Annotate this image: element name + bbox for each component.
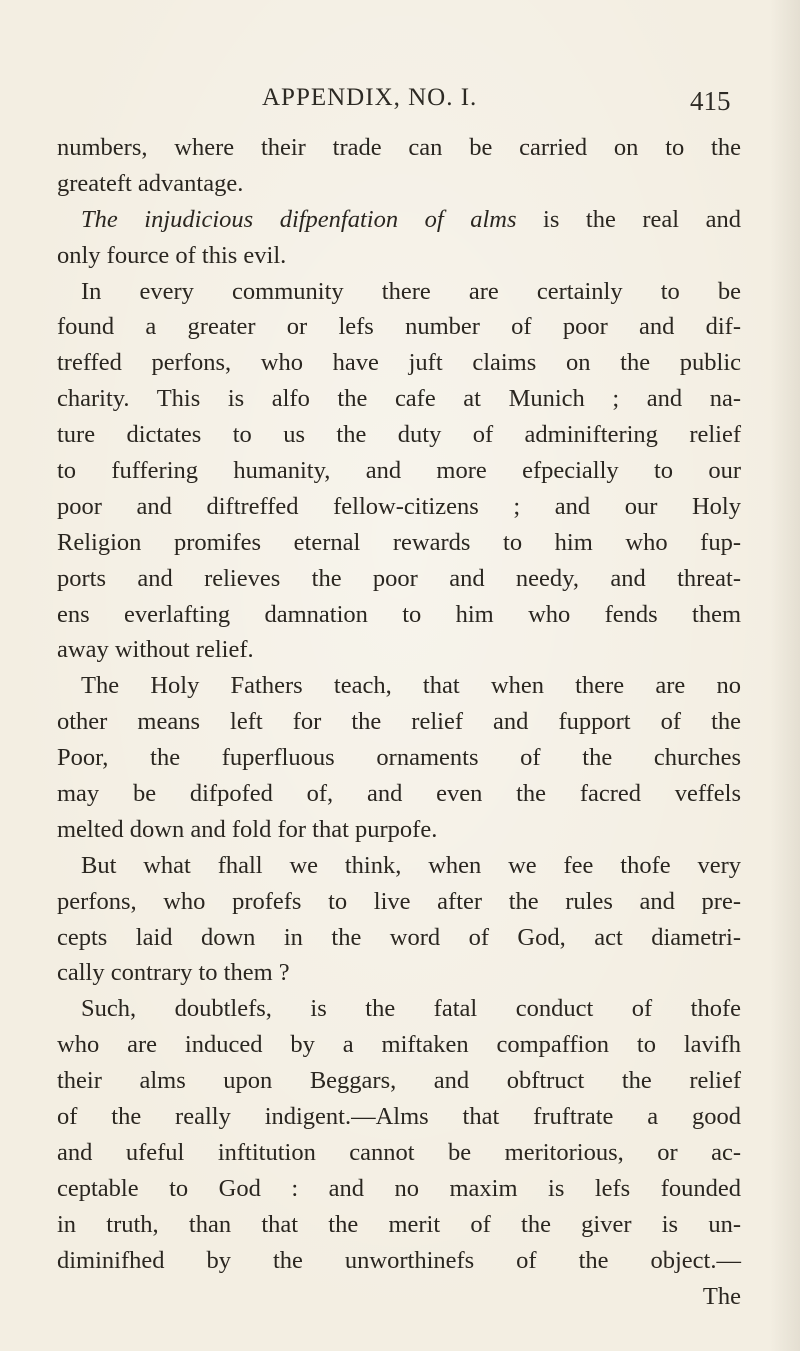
text-line: and ufeful inftitution cannot be meritorious, or ac- [57,1138,741,1166]
text-line: The Holy Fathers teach, that when there are no [81,672,741,700]
text-line: found a greater or lefs number of poor and dif- [57,313,741,341]
text-line: who are induced by a miftaken compaffion to lavifh [57,1031,741,1059]
text-line: may be difpofed of, and even the facred veffels [57,780,741,808]
text-line: in truth, than that the merit of the giver is un- [57,1210,741,1238]
text-line: treffed perfons, who have juft claims on the public [57,349,741,377]
running-head: APPENDIX, NO. I. [262,84,478,111]
text-line [57,202,741,238]
text-line: perfons, who profefs to live after the rules and pre- [57,887,741,915]
text-line: ceptable to God : and no maxim is lefs founded [57,1174,741,1202]
text-line: cepts laid down in the word of God, act diametri- [57,923,741,951]
text-line: ports and relieves the poor and needy, and threat- [57,564,741,592]
text-line: other means left for the relief and fupport of the [57,708,741,736]
text-line: In every community there are certainly to be [81,277,741,305]
text-line: Poor, the fuperfluous ornaments of the churches [57,744,741,772]
catchword: The [702,1282,741,1310]
text-line: poor and diftreffed fellow-citizens ; and our Holy [57,492,741,520]
text-line: away without relief. [57,636,254,664]
text-line: to fuffering humanity, and more efpecially to our [57,457,741,485]
text-line: cally contrary to them ? [57,959,290,987]
text-line: numbers, where their trade can be carried on to the [57,134,741,161]
text-line: charity. This is alfo the cafe at Munich ; and na- [57,385,741,413]
page-edge-shadow [770,0,800,1351]
text-line: of the really indigent.—Alms that fruftrate a good [57,1103,741,1131]
italic-phrase: The injudicious difpenfation of alms [81,205,517,233]
text-line: Religion promifes eternal rewards to him who fup- [57,528,741,556]
text-segment: is the real and [516,205,741,233]
text-line: melted down and fold for that purpofe. [57,815,438,843]
text-line: ture dictates to us the duty of adminiftering relief [57,421,741,449]
page-number: 415 [690,86,731,116]
text-line: diminifhed by the unworthinefs of the object.— [57,1246,741,1274]
text-line: greateft advantage. [57,169,244,197]
text-line: ens everlafting damnation to him who fends them [57,600,741,628]
text-line: only fource of this evil. [57,241,287,269]
text-line: But what fhall we think, when we fee thofe very [81,851,741,879]
text-line: Such, doubtlefs, is the fatal conduct of thofe [81,995,741,1023]
text-line: their alms upon Beggars, and obftruct the relief [57,1067,741,1095]
body-text [57,130,741,1314]
